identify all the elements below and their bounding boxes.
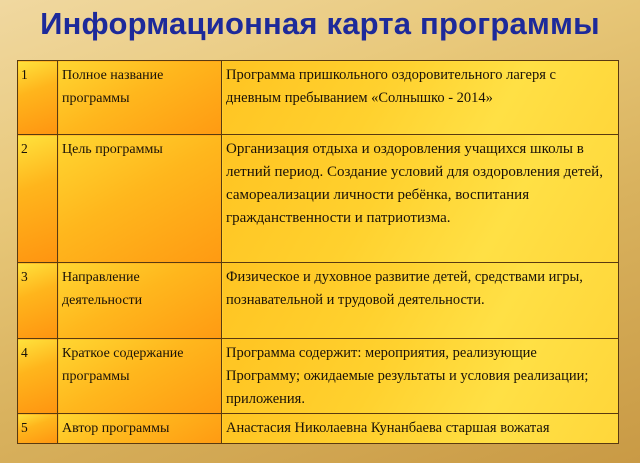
row-number: 3 (18, 263, 58, 339)
row-value: Программа пришкольного оздоровительного лагеря с дневным пребыванием «Солнышко - 2014» (222, 61, 619, 135)
row-number: 5 (18, 414, 58, 444)
table-row (18, 414, 619, 444)
page-title: Информационная карта программы (40, 6, 600, 41)
row-label: Направление деятельности (58, 263, 222, 339)
row-label: Полное название программы (58, 61, 222, 135)
table-row (18, 263, 619, 339)
row-label: Цель программы (58, 135, 222, 263)
row-label: Автор программы (58, 414, 222, 444)
table-row (18, 61, 619, 135)
row-number: 4 (18, 339, 58, 414)
table-row (18, 135, 619, 263)
row-value: Организация отдыха и оздоровления учащихся школы в летний период. Создание условий для оздоровления детей, самореализации личности ребёнка, воспитания гражданственности и патриотизма. (222, 135, 619, 263)
row-value: Анастасия Николаевна Кунанбаева старшая вожатая (222, 414, 619, 444)
row-number: 1 (18, 61, 58, 135)
row-value: Физическое и духовное развитие детей, средствами игры, познавательной и трудовой деятельности. (222, 263, 619, 339)
row-value: Программа содержит: мероприятия, реализующие Программу; ожидаемые результаты и условия реализации; приложения. (222, 339, 619, 414)
row-label: Краткое содержание программы (58, 339, 222, 414)
table-row (18, 339, 619, 414)
row-number: 2 (18, 135, 58, 263)
info-card-table (17, 60, 619, 444)
